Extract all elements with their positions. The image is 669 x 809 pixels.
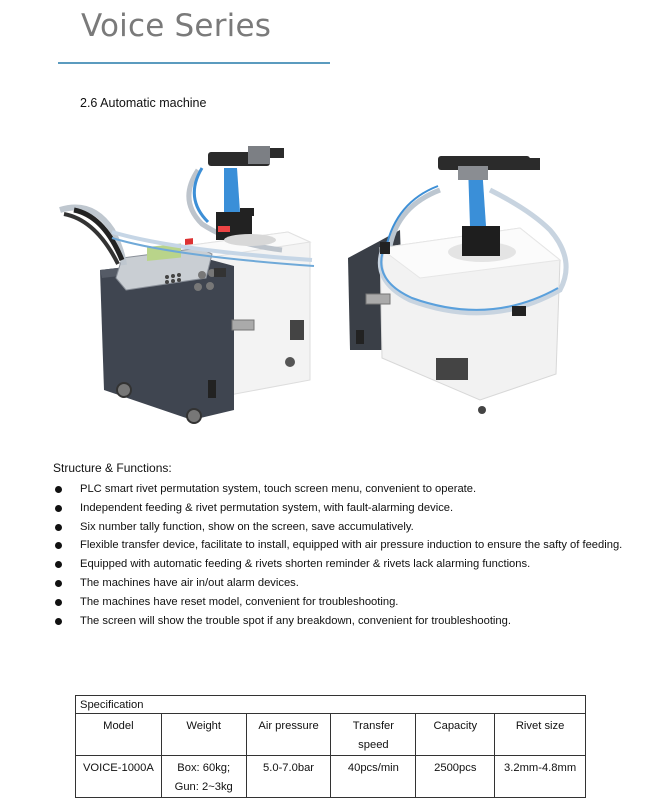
cell-rivet-size: 3.2mm-4.8mm bbox=[495, 756, 586, 798]
table-caption: Specification bbox=[76, 696, 586, 714]
structure-functions-title: Structure & Functions: bbox=[53, 461, 172, 475]
table-row bbox=[76, 756, 586, 798]
feature-item: Flexible transfer device, facilitate to install, equipped with air pressure induction to ensure the safty of feeding. bbox=[53, 536, 623, 555]
table-header-row bbox=[76, 714, 586, 756]
column-header-weight: Weight bbox=[161, 714, 246, 756]
product-photo-rear bbox=[340, 130, 580, 420]
column-header-transfer-speed: Transfer speed bbox=[331, 714, 416, 756]
bullet-icon bbox=[55, 505, 62, 512]
feature-list bbox=[53, 480, 623, 630]
cell-capacity: 2500pcs bbox=[416, 756, 495, 798]
cell-model: VOICE-1000A bbox=[76, 756, 162, 798]
feature-item: The screen will show the trouble spot if any breakdown, convenient for troubleshooting. bbox=[53, 612, 623, 631]
bullet-icon bbox=[55, 524, 62, 531]
column-header-model: Model bbox=[76, 714, 162, 756]
cell-weight: Box: 60kg; Gun: 2~3kg bbox=[161, 756, 246, 798]
column-header-rivet-size: Rivet size bbox=[495, 714, 586, 756]
bullet-icon bbox=[55, 561, 62, 568]
feature-item: Independent feeding & rivet permutation system, with fault-alarming device. bbox=[53, 499, 623, 518]
cell-air-pressure: 5.0-7.0bar bbox=[246, 756, 331, 798]
column-header-capacity: Capacity bbox=[416, 714, 495, 756]
feature-item: Six number tally function, show on the screen, save accumulatively. bbox=[53, 518, 623, 537]
page-title: Voice Series bbox=[81, 8, 272, 44]
feature-item: Equipped with automatic feeding & rivets shorten reminder & rivets lack alarming functions. bbox=[53, 555, 623, 574]
cell-transfer-speed: 40pcs/min bbox=[331, 756, 416, 798]
bullet-icon bbox=[55, 542, 62, 549]
bullet-icon bbox=[55, 580, 62, 587]
specification-table bbox=[75, 695, 586, 798]
bullet-icon bbox=[55, 599, 62, 606]
feature-item: The machines have air in/out alarm devices. bbox=[53, 574, 623, 593]
product-photo-front bbox=[52, 140, 330, 430]
title-divider bbox=[58, 62, 330, 64]
section-heading: 2.6 Automatic machine bbox=[80, 96, 207, 110]
feature-item: The machines have reset model, convenient for troubleshooting. bbox=[53, 593, 623, 612]
bullet-icon bbox=[55, 618, 62, 625]
bullet-icon bbox=[55, 486, 62, 493]
column-header-air-pressure: Air pressure bbox=[246, 714, 331, 756]
feature-item: PLC smart rivet permutation system, touch screen menu, convenient to operate. bbox=[53, 480, 623, 499]
